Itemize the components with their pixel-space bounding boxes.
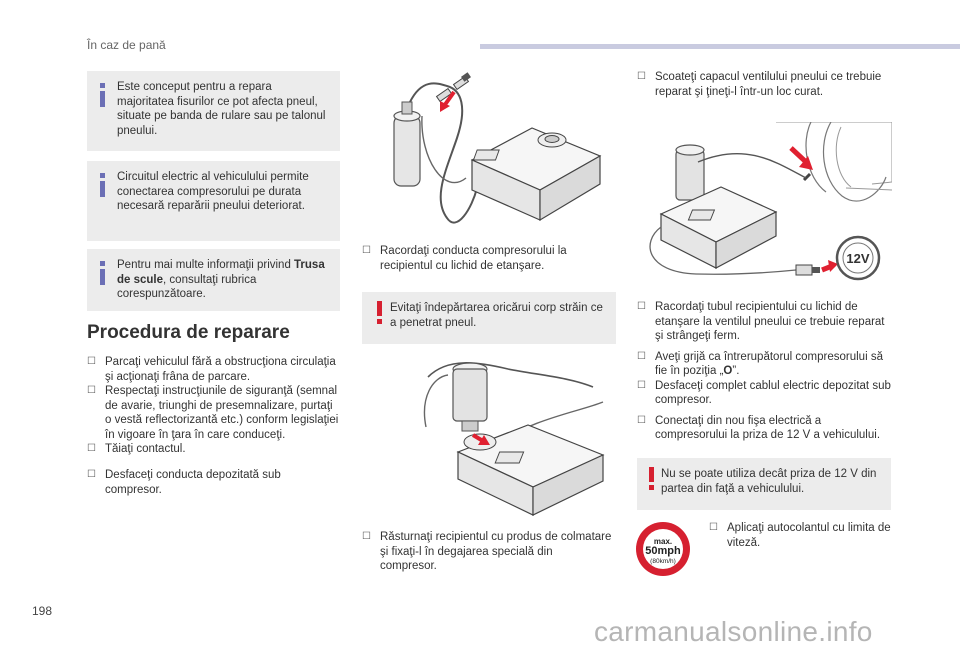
watermark: carmanualsonline.info <box>594 616 873 647</box>
checkbox-marker-icon: ☐ <box>709 522 718 533</box>
step-text: Racordaţi conducta compresorului la recipientul cu lichid de etanşare. <box>380 245 567 272</box>
info-note-text: Pentru mai multe informaţii privind <box>117 259 295 271</box>
warning-text: Evitaţi îndepărtarea oricărui corp străin ce a penetrat pneul. <box>390 302 603 329</box>
list-item <box>637 300 892 344</box>
sticker-max: max. <box>653 537 673 546</box>
warning-icon <box>370 300 390 326</box>
compressor-hose-illustration <box>362 68 614 238</box>
checkbox-marker-icon: ☐ <box>637 379 646 391</box>
step-text: Conectaţi din nou fişa electrică a compresorului la priza de 12 V a vehiculului. <box>655 414 881 441</box>
step-text: Respectaţi instrucţiunile de siguranţă (semnal de avarie, triunghi de presemnalizare, purtaţi o vestă reflectorizantă etc.) conform legislaţiei în vigoare în ţara în care conduceţi. <box>105 385 339 441</box>
section-title: Procedura de reparare <box>87 322 290 343</box>
info-icon <box>96 172 116 198</box>
step-text: Răsturnaţi recipientul cu produs de colmatare şi fixaţi-l în degajarea specială din compresor. <box>380 531 612 572</box>
list-item <box>87 355 342 384</box>
checkbox-marker-icon: ☐ <box>637 301 646 312</box>
info-note-text: Este conceput pentru a repara majoritatea fisurilor ce pot afecta pneul, situate pe banda de rulare sau pe talonul pneului. <box>117 81 326 137</box>
list-item <box>87 384 342 442</box>
warning-note <box>637 458 891 510</box>
checkbox-marker-icon: ☐ <box>637 71 646 82</box>
step-text: Aplicaţi autocolantul cu limita de viteză. <box>727 522 891 549</box>
bottle-inversion-illustration <box>418 357 614 522</box>
sticker-mph: 50mph <box>645 545 681 557</box>
header-bar <box>480 44 960 49</box>
info-icon <box>96 82 116 108</box>
list-item <box>709 521 891 550</box>
speed-limit-sticker-icon <box>635 521 691 577</box>
info-icon <box>96 260 116 286</box>
step-text: Desfaceţi conducta depozitată sub compresor. <box>105 469 281 496</box>
steps-list <box>362 530 612 574</box>
warning-icon <box>642 466 662 492</box>
list-item <box>637 414 892 443</box>
section-header: În caz de pană <box>87 38 166 52</box>
checkbox-marker-icon: ☐ <box>362 245 371 256</box>
warning-note <box>362 292 616 344</box>
step-text: Racordaţi tubul recipientului cu lichid de etanşare la ventilul pneului ce trebuie reparat şi strângeţi ferm. <box>655 301 885 342</box>
steps-list <box>709 521 891 550</box>
warning-text: Nu se poate utiliza decât priza de 12 V din partea din faţă a vehiculului. <box>661 468 877 495</box>
tyre-connection-illustration <box>636 122 892 294</box>
list-item <box>362 530 612 574</box>
steps-list <box>637 70 892 99</box>
step-text: Tăiaţi contactul. <box>105 443 186 455</box>
info-note-text: Circuitul electric al vehiculului permite conectarea compresorului pe durata necesară reparării pneului deteriorat. <box>117 171 309 212</box>
list-item <box>87 442 342 457</box>
info-note-bold: Trusa de scule <box>117 259 325 286</box>
steps-list <box>362 244 612 273</box>
checkbox-marker-icon: ☐ <box>637 350 646 362</box>
step-text: Desfaceţi complet cablul electric depozitat sub compresor. <box>655 379 891 406</box>
step-text: Scoateţi capacul ventilului pneului ce trebuie reparat şi ţineţi-l într-un loc curat. <box>655 71 882 98</box>
steps-list <box>87 468 327 497</box>
step-text: Aveţi grijă ca întrerupătorul compresorului să fie în poziţia „ <box>655 350 883 377</box>
checkbox-marker-icon: ☐ <box>637 414 646 426</box>
info-note-3 <box>87 249 340 311</box>
list-item <box>87 468 327 497</box>
checkbox-marker-icon: ☐ <box>87 443 96 454</box>
checkbox-marker-icon: ☐ <box>362 531 371 542</box>
list-item <box>637 350 892 379</box>
list-item <box>362 244 612 273</box>
list-item <box>637 379 892 408</box>
info-note-2 <box>87 161 340 241</box>
step-text: ”. <box>732 365 740 377</box>
socket-label: 12V <box>846 251 870 266</box>
steps-list <box>87 355 342 457</box>
switch-position: O <box>723 365 733 377</box>
checkbox-marker-icon: ☐ <box>87 469 96 480</box>
page-number: 198 <box>32 604 53 618</box>
steps-list <box>637 300 892 443</box>
sticker-kmh: (80km/h) <box>650 558 676 565</box>
checkbox-marker-icon: ☐ <box>87 356 96 367</box>
info-note-text: , consultaţi rubrica corespunzătoare. <box>117 273 257 300</box>
checkbox-marker-icon: ☐ <box>87 385 96 396</box>
step-text: Parcaţi vehiculul fără a obstrucţiona circulaţia şi acţionaţi frâna de parcare. <box>105 356 336 383</box>
list-item <box>637 70 892 99</box>
info-note-1 <box>87 71 340 151</box>
